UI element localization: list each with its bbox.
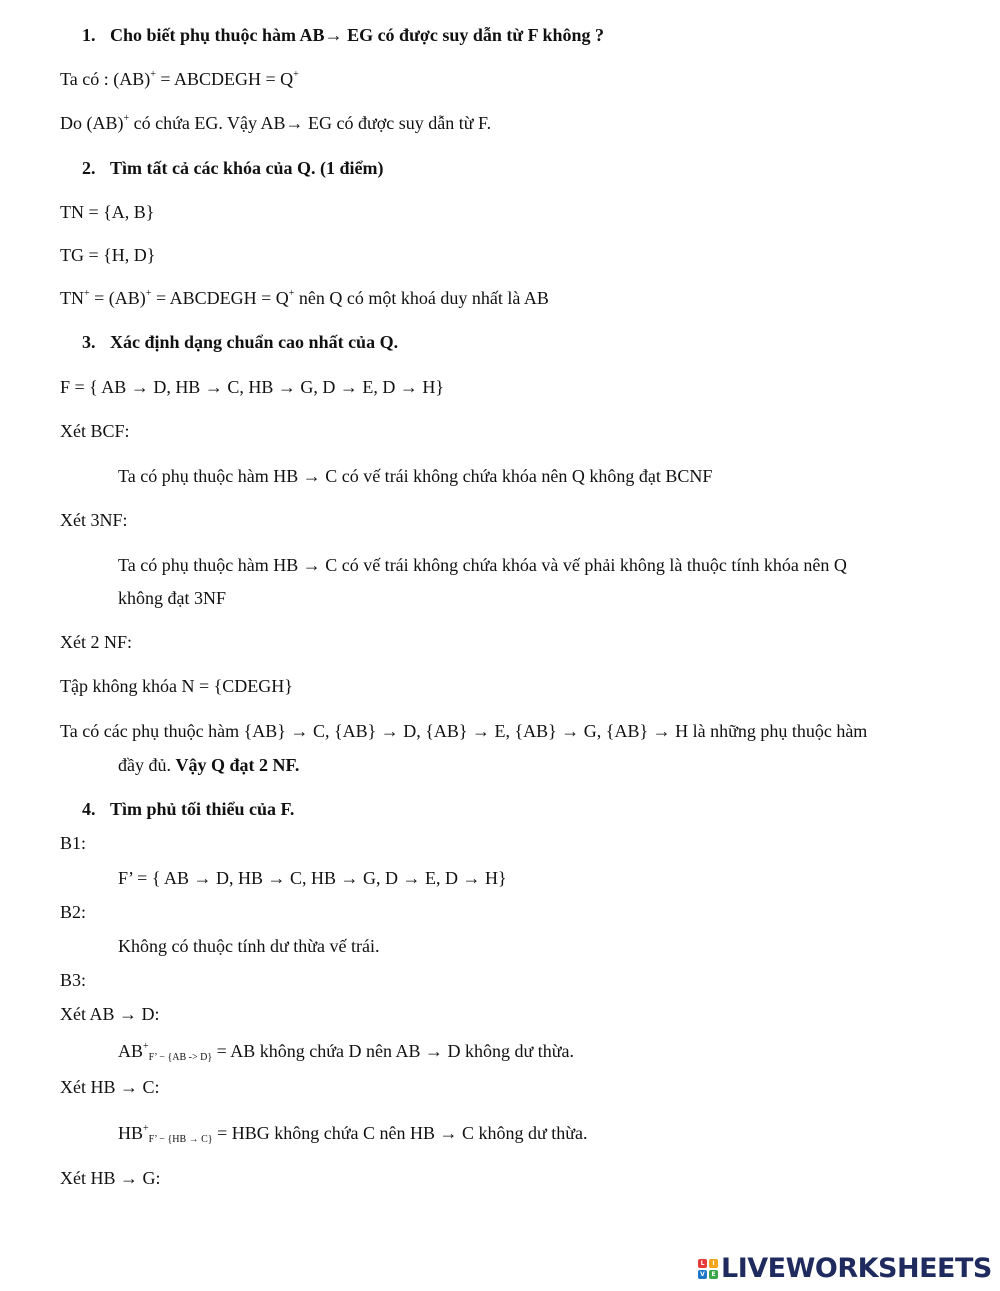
q2-tn: TN = {A, B} bbox=[60, 202, 155, 222]
logo-block: E bbox=[709, 1270, 718, 1279]
q3-3nf-text-2: không đạt 3NF bbox=[118, 588, 226, 608]
q3-3nf-label: Xét 3NF: bbox=[60, 510, 128, 530]
logo-block: V bbox=[698, 1270, 707, 1279]
q4-x1-label: Xét AB → D: bbox=[60, 1004, 160, 1024]
q4-x2-label: Xét HB → C: bbox=[60, 1077, 160, 1097]
arrow-icon: → bbox=[285, 113, 304, 133]
q3-bcf-label: Xét BCF: bbox=[60, 421, 130, 441]
q2-heading: 2. Tìm tất cả các khóa của Q. (1 điểm) bbox=[82, 158, 384, 178]
q3-bcf-text: Ta có phụ thuộc hàm HB → C có vế trái không chứa khóa nên Q không đạt BCNF bbox=[118, 466, 713, 486]
brand-text: LIVEWORKSHEETS bbox=[721, 1253, 992, 1284]
q4-f-prime: F’ = { AB → D, HB → C, HB → G, D → E, D → H} bbox=[118, 868, 507, 888]
q4-x1-text: $AB^+_{F’ - \{AB -> D\}}$ = AB không chứa D nên AB → D không dư thừa. bbox=[118, 1041, 575, 1063]
q4-b2-label: B2: bbox=[60, 902, 87, 922]
q4-b2-text: Không có thuộc tính dư thừa vế trái. bbox=[118, 936, 380, 956]
q3-2nf-label: Xét 2 NF: bbox=[60, 632, 132, 652]
q3-f-set: F = { AB → D, HB → C, HB → G, D → E, D → H} bbox=[60, 377, 444, 397]
q1-heading: 1. Cho biết phụ thuộc hàm AB→ EG có được suy dẫn từ F không ? bbox=[82, 25, 605, 45]
logo-blocks-icon bbox=[698, 1259, 718, 1279]
liveworksheets-logo bbox=[698, 1254, 992, 1284]
logo-block: L bbox=[698, 1259, 707, 1268]
logo-block: I bbox=[709, 1259, 718, 1268]
q3-conclusion: Vậy Q đạt 2 NF. bbox=[175, 755, 300, 775]
q4-b3-label: B3: bbox=[60, 970, 87, 990]
q1-line-1: Ta có : (AB)+ = ABCDEGH = Q+ bbox=[60, 69, 299, 89]
q3-fd-line-1: Ta có các phụ thuộc hàm {AB} → C, {AB} → D, {AB} → E, {AB} → G, {AB} → H là những phụ thuộc hàm bbox=[60, 721, 868, 741]
q1-line-2: Do (AB)+ có chứa EG. Vậy AB→ EG có được suy dẫn từ F. bbox=[60, 113, 492, 133]
q3-heading: 3. Xác định dạng chuẩn cao nhất của Q. bbox=[82, 332, 399, 352]
q4-x2-text: $HB^+_{F’ - \{HB \to C\}}$ = HBG không chứa C nên HB → C không dư thừa. bbox=[118, 1123, 588, 1145]
q4-x3-label: Xét HB → G: bbox=[60, 1168, 161, 1188]
q3-fd-line-2: đầy đủ. Vậy Q đạt 2 NF. bbox=[118, 755, 300, 775]
q3-nonkey: Tập không khóa N = {CDEGH} bbox=[60, 676, 293, 696]
q2-tg: TG = {H, D} bbox=[60, 245, 156, 265]
q3-3nf-text-1: Ta có phụ thuộc hàm HB → C có vế trái không chứa khóa và vế phải không là thuộc tính khóa nên Q bbox=[118, 555, 847, 575]
q4-b1-label: B1: bbox=[60, 833, 87, 853]
q2-closure: TN+ = (AB)+ = ABCDEGH = Q+ nên Q có một khoá duy nhất là AB bbox=[60, 288, 549, 308]
q4-heading: 4. Tìm phủ tối thiểu của F. bbox=[82, 799, 295, 819]
arrow-icon: → bbox=[324, 25, 343, 45]
